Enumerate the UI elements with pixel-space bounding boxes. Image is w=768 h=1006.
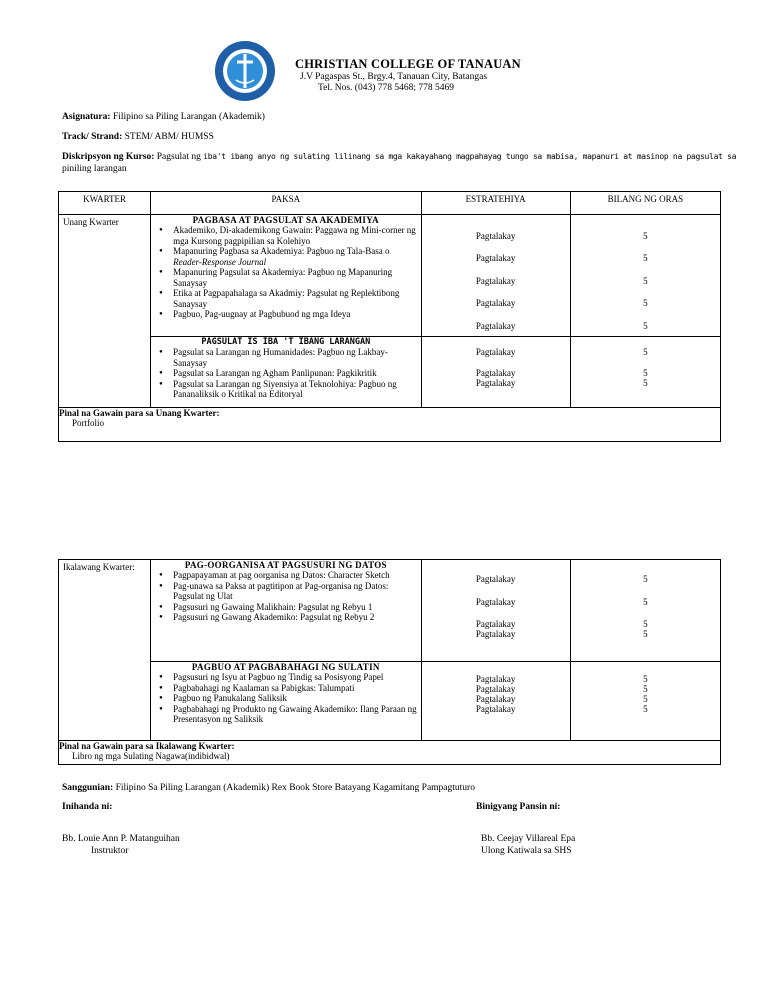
- reference-label: Sanggunian:: [62, 783, 114, 793]
- q1-final-label: Pinal na Gawain para sa Unang Kwarter:: [59, 408, 220, 418]
- strategy: Pagtalakay: [475, 694, 516, 704]
- prepared-by-label: Inihanda ni:: [62, 802, 113, 812]
- description-line2: piniling larangan: [62, 164, 127, 174]
- col-kwarter: KWARTER: [59, 192, 151, 215]
- q1-section1-title: PAGBASA AT PAGSULAT SA AKADEMIYA: [192, 215, 379, 225]
- q2-label: Ikalawang Kwarter:: [63, 562, 135, 572]
- hours: 5: [643, 694, 648, 704]
- list-item: ● Pag-unawa sa Paksa at pagtitipon at Pag-organisa ng Datos: Pagsulat ng Ulat: [173, 581, 420, 602]
- course-description: [62, 152, 742, 162]
- strategy: Pagtalakay: [475, 629, 516, 639]
- list-item: ● Pagpapayaman at pag oorganisa ng Datos: Character Sketch: [173, 570, 420, 581]
- track-value: STEM/ ABM/ HUMSS: [124, 132, 214, 142]
- strategy: Pagtalakay: [475, 574, 516, 584]
- q1-section2-title: PAGSULAT IS IBA 'T IBANG LARANGAN: [201, 337, 371, 347]
- list-item: ● Pagsusuri ng Isyu at Pagbuo ng Tindig sa Posisyong Papel: [173, 672, 420, 683]
- strategy: Pagtalakay: [475, 597, 516, 607]
- strategy: Pagtalakay: [475, 253, 516, 263]
- description-start: Pagsulat ng: [156, 152, 201, 162]
- list-item: ● Pagsusuri ng Gawaing Malikhain: Pagsulat ng Rebyu 1: [173, 602, 420, 613]
- hours: 5: [643, 684, 648, 694]
- hours: 5: [643, 574, 648, 584]
- q2-final-value: Libro ng mga Sulating Nagawa(indibidwal): [72, 751, 230, 761]
- strategy: Pagtalakay: [475, 684, 516, 694]
- noted-by-label: Binigyang Pansin ni:: [476, 802, 561, 812]
- list-item: ● Pagsusuri ng Gawang Akademiko: Pagsulat ng Rebyu 2: [173, 612, 420, 623]
- noted-by-title: Ulong Katiwala sa SHS: [481, 846, 572, 856]
- list-item: ● Pagbabahagi ng Kaalaman sa Pabigkas: Talumpati: [173, 683, 420, 694]
- strategy: Pagtalakay: [475, 276, 516, 286]
- list-item: ● Etika at Pagpapahalaga sa Akadmiy: Pagsulat ng Replektibong Sanaysay: [173, 288, 420, 309]
- hours: 5: [643, 231, 648, 241]
- description-rest: iba't ibang anyo ng sulating lilinang sa mga kakayahang magpahayag tungo sa mabisa, mapanuri at masinop na pagsulat sa: [203, 152, 737, 161]
- college-name: CHRISTIAN COLLEGE OF TANAUAN: [295, 57, 521, 71]
- reference-line: [62, 783, 475, 793]
- hours: 5: [643, 704, 648, 714]
- hours: 5: [643, 619, 648, 629]
- list-item: ● Pagbabahagi ng Produkto ng Gawaing Akademiko: Ilang Paraan ng Presentasyon ng Saliksik: [173, 704, 420, 725]
- q2-section1-title: PAG-OORGANISA AT PAGSUSURI NG DATOS: [184, 560, 387, 570]
- list-item: ● Mapanuring Pagsulat sa Akademiya: Pagbuo ng Mapanuring Sanaysay: [173, 267, 420, 288]
- strategy: Pagtalakay: [475, 704, 516, 714]
- q1-label: Unang Kwarter: [63, 217, 119, 227]
- hours: 5: [643, 298, 648, 308]
- prepared-by-title: Instruktor: [91, 846, 129, 856]
- hours: 5: [643, 368, 648, 378]
- college-address: J.V Pagaspas St., Brgy.4, Tanauan City, Batangas: [300, 72, 488, 82]
- list-item: ● Mapanuring Pagbasa sa Akademiya: Pagbuo ng Tala-Basa o Reader-Response Journal: [173, 246, 420, 267]
- noted-by-name: Bb. Ceejay Villareal Epa: [481, 834, 576, 844]
- strategy: Pagtalakay: [475, 321, 516, 331]
- strategy: Pagtalakay: [475, 674, 516, 684]
- col-estratehiya: ESTRATEHIYA: [421, 192, 570, 215]
- list-item: ● Pagbuo ng Panukalang Saliksik: [173, 693, 420, 704]
- strategy: Pagtalakay: [475, 298, 516, 308]
- college-seal-logo: [214, 40, 276, 102]
- hours: 5: [643, 629, 648, 639]
- track-label: Track/ Strand:: [62, 132, 123, 142]
- hours: 5: [643, 321, 648, 331]
- reference-value: Filipino Sa Piling Larangan (Akademik) Rex Book Store Batayang Kagamitang Pampagtuturo: [115, 783, 475, 793]
- strategy: Pagtalakay: [475, 378, 516, 388]
- track-line: [62, 132, 214, 142]
- strategy: Pagtalakay: [475, 231, 516, 241]
- col-paksa: PAKSA: [151, 192, 421, 215]
- hours: 5: [643, 378, 648, 388]
- prepared-by-name: Bb. Louie Ann P. Matanguihan: [62, 834, 180, 844]
- subject-value: Filipino sa Piling Larangan (Akademik): [112, 112, 265, 122]
- q1-final-value: Portfolio: [72, 418, 105, 428]
- hours: 5: [643, 674, 648, 684]
- q1-syllabus-table: [58, 191, 721, 442]
- hours: 5: [643, 253, 648, 263]
- italic-title: Reader-Response Journal: [173, 256, 267, 267]
- list-item: ● Pagsulat sa Larangan ng Agham Panlipunan: Pagkikritik: [173, 368, 420, 379]
- list-item: ● Akademiko, Di-akademikong Gawain: Paggawa ng Mini-corner ng mga Kursong pagpipilian sa Kolehiyo: [173, 225, 420, 246]
- list-item: ● Pagbuo, Pag-uugnay at Pagbubuod ng mga Ideya: [173, 309, 420, 320]
- hours: 5: [643, 276, 648, 286]
- hours: 5: [643, 347, 648, 357]
- list-item: ● Pagsulat sa Larangan ng Siyensiya at Teknolohiya: Pagbuo ng Pananaliksik o Kritikal na Editoryal: [173, 379, 420, 400]
- q2-final-label: Pinal na Gawain para sa Ikalawang Kwarter:: [59, 741, 235, 751]
- subject-label: Asignatura:: [62, 112, 111, 122]
- strategy: Pagtalakay: [475, 347, 516, 357]
- subject-line: [62, 112, 265, 122]
- q2-syllabus-table: [58, 559, 721, 765]
- description-label: Diskripsyon ng Kurso:: [62, 152, 155, 162]
- list-item: ● Pagsulat sa Larangan ng Humanidades: Pagbuo ng Lakbay-Sanaysay: [173, 347, 420, 368]
- college-telephone: Tel. Nos. (043) 778 5468; 778 5469: [318, 83, 455, 93]
- strategy: Pagtalakay: [475, 619, 516, 629]
- col-oras: BILANG NG ORAS: [570, 192, 720, 215]
- hours: 5: [643, 597, 648, 607]
- strategy: Pagtalakay: [475, 368, 516, 378]
- q2-section2-title: PAGBUO AT PAGBABAHAGI NG SULATIN: [191, 662, 380, 672]
